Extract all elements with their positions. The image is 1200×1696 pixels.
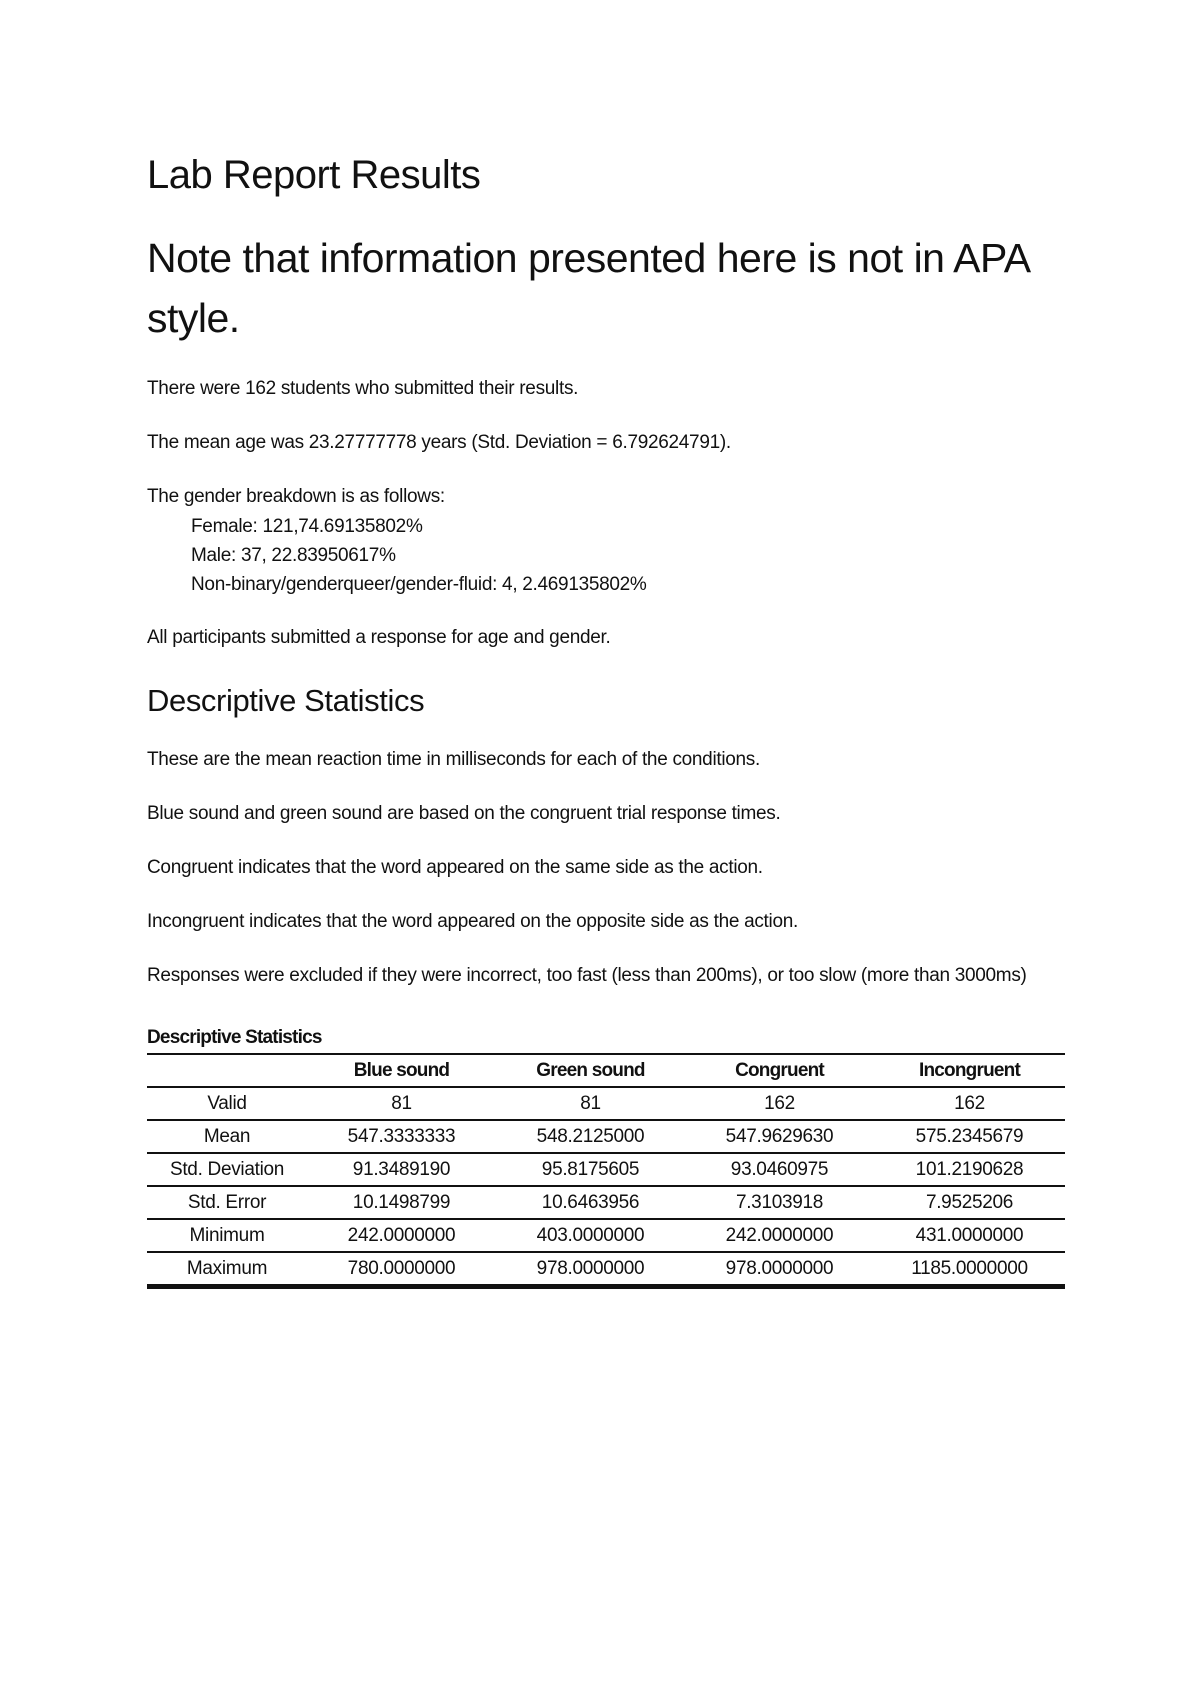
table-cell: 431.0000000	[874, 1219, 1065, 1252]
table-cell: 575.2345679	[874, 1120, 1065, 1153]
row-label: Maximum	[147, 1252, 307, 1287]
table-cell: 978.0000000	[685, 1252, 874, 1287]
gender-intro: The gender breakdown is as follows:	[147, 486, 445, 507]
descriptive-paragraph-4: Incongruent indicates that the word appeared on the opposite side as the action.	[147, 911, 798, 932]
table-cell: 91.3489190	[307, 1153, 496, 1186]
age-paragraph: The mean age was 23.27777778 years (Std. Deviation = 6.792624791).	[147, 432, 731, 453]
table-header-row	[147, 1054, 1065, 1087]
table-cell: 81	[307, 1087, 496, 1120]
table-cell: 547.9629630	[685, 1120, 874, 1153]
row-label: Mean	[147, 1120, 307, 1153]
table-header-cell: Incongruent	[874, 1054, 1065, 1087]
table-header-cell: Congruent	[685, 1054, 874, 1087]
table-cell: 7.3103918	[685, 1186, 874, 1219]
table-cell: 10.6463956	[496, 1186, 685, 1219]
table-cell: 978.0000000	[496, 1252, 685, 1287]
table-cell: 10.1498799	[307, 1186, 496, 1219]
descriptive-paragraph-3: Congruent indicates that the word appeared on the same side as the action.	[147, 857, 763, 878]
gender-list	[147, 512, 1067, 599]
table-row	[147, 1252, 1065, 1287]
section-heading: Descriptive Statistics	[147, 683, 425, 718]
table-cell: 403.0000000	[496, 1219, 685, 1252]
gender-item-female: Female: 121,74.69135802%	[191, 516, 423, 537]
table-row	[147, 1219, 1065, 1252]
table-cell: 242.0000000	[307, 1219, 496, 1252]
row-label: Std. Deviation	[147, 1153, 307, 1186]
document-title: Lab Report Results	[147, 153, 481, 197]
table-caption: Descriptive Statistics	[147, 1027, 322, 1048]
table-row	[147, 1120, 1065, 1153]
descriptive-paragraph-1: These are the mean reaction time in milliseconds for each of the conditions.	[147, 749, 760, 770]
table-row	[147, 1153, 1065, 1186]
table-cell: 547.3333333	[307, 1120, 496, 1153]
table-cell: 162	[874, 1087, 1065, 1120]
note-heading: Note that information presented here is not in APA style.	[147, 235, 1029, 341]
students-paragraph: There were 162 students who submitted their results.	[147, 378, 579, 399]
table-row	[147, 1186, 1065, 1219]
gender-item-nonbinary: Non-binary/genderqueer/gender-fluid: 4, 2.469135802%	[191, 574, 647, 595]
table-cell: 162	[685, 1087, 874, 1120]
row-label: Minimum	[147, 1219, 307, 1252]
table-cell: 101.2190628	[874, 1153, 1065, 1186]
table-cell: 93.0460975	[685, 1153, 874, 1186]
row-label: Valid	[147, 1087, 307, 1120]
all-submitted-paragraph: All participants submitted a response for age and gender.	[147, 627, 611, 648]
table-header-cell: Green sound	[496, 1054, 685, 1087]
table-header-cell	[147, 1054, 307, 1087]
table-cell: 95.8175605	[496, 1153, 685, 1186]
row-label: Std. Error	[147, 1186, 307, 1219]
document-page	[147, 150, 1067, 1289]
table-cell: 81	[496, 1087, 685, 1120]
table-cell: 1185.0000000	[874, 1252, 1065, 1287]
table-header-cell: Blue sound	[307, 1054, 496, 1087]
table-row	[147, 1087, 1065, 1120]
table-cell: 548.2125000	[496, 1120, 685, 1153]
table-cell: 242.0000000	[685, 1219, 874, 1252]
descriptive-statistics-table	[147, 1053, 1065, 1289]
gender-item-male: Male: 37, 22.83950617%	[191, 545, 396, 566]
table-cell: 7.9525206	[874, 1186, 1065, 1219]
table-cell: 780.0000000	[307, 1252, 496, 1287]
descriptive-paragraph-5: Responses were excluded if they were incorrect, too fast (less than 200ms), or too slow (more than 3000ms)	[147, 965, 1027, 986]
descriptive-paragraph-2: Blue sound and green sound are based on the congruent trial response times.	[147, 803, 781, 824]
